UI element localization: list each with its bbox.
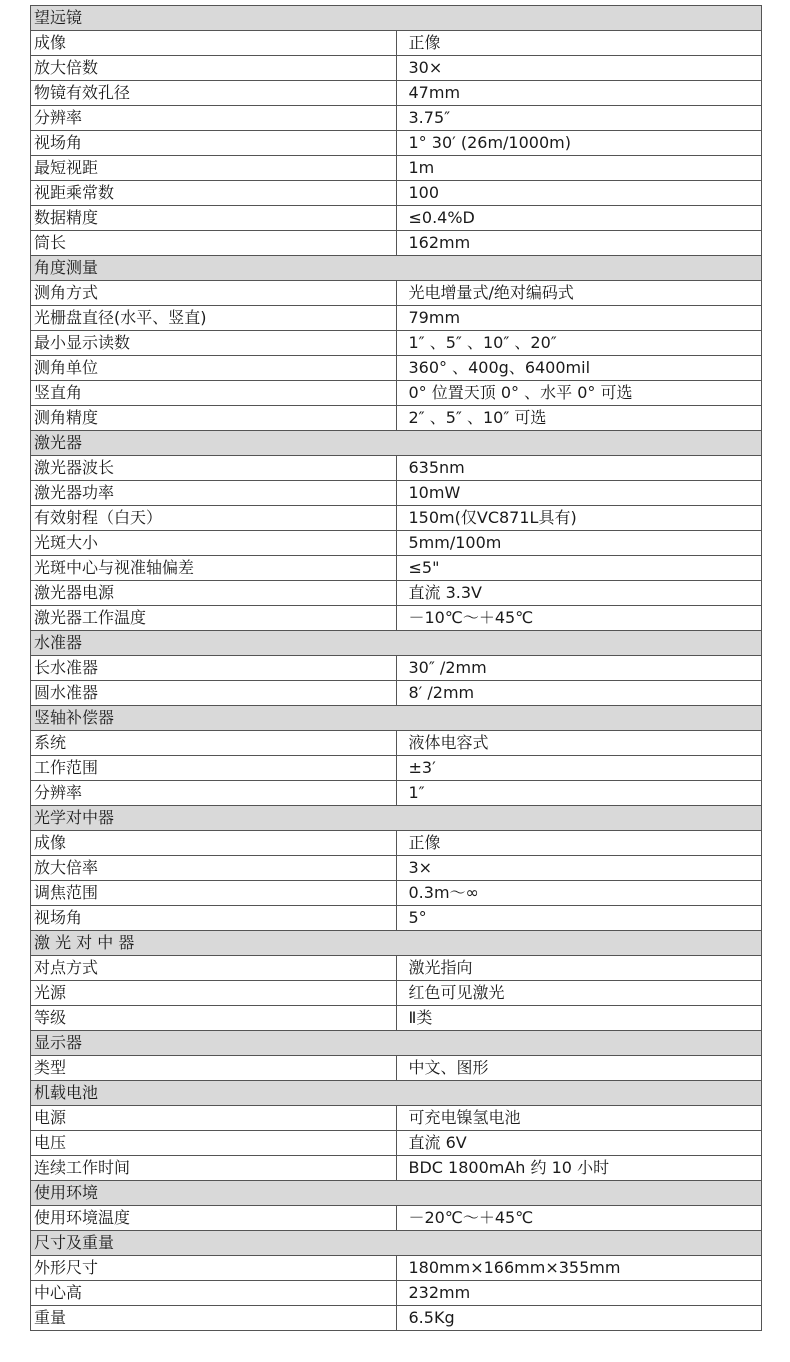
section-title: 竖轴补偿器	[31, 706, 762, 731]
spec-value: 30″ /2mm	[396, 656, 762, 681]
spec-value: 激光指向	[396, 956, 762, 981]
table-row	[31, 331, 762, 356]
table-row	[31, 1206, 762, 1231]
table-row	[31, 381, 762, 406]
spec-value: 0° 位置天顶 0° 、水平 0° 可选	[396, 381, 762, 406]
spec-value: 正像	[396, 831, 762, 856]
table-row	[31, 106, 762, 131]
spec-label: 激光器波长	[31, 456, 397, 481]
spec-label: 测角方式	[31, 281, 397, 306]
section-header-row	[31, 931, 762, 956]
table-row	[31, 506, 762, 531]
spec-label: 光斑大小	[31, 531, 397, 556]
table-row	[31, 881, 762, 906]
spec-value: 2″ 、5″ 、10″ 可选	[396, 406, 762, 431]
table-row	[31, 81, 762, 106]
table-row	[31, 906, 762, 931]
spec-value: ±3′	[396, 756, 762, 781]
spec-label: 光源	[31, 981, 397, 1006]
section-header-row	[31, 1031, 762, 1056]
spec-label: 调焦范围	[31, 881, 397, 906]
spec-value: 3×	[396, 856, 762, 881]
spec-value: 1″	[396, 781, 762, 806]
spec-label: 分辨率	[31, 781, 397, 806]
spec-value: 8′ /2mm	[396, 681, 762, 706]
spec-value: 可充电镍氢电池	[396, 1106, 762, 1131]
section-title: 显示器	[31, 1031, 762, 1056]
section-title: 望远镜	[31, 6, 762, 31]
spec-value: 1° 30′ (26m/1000m)	[396, 131, 762, 156]
spec-label: 光栅盘直径(水平、竖直)	[31, 306, 397, 331]
table-row	[31, 231, 762, 256]
spec-value: 360° 、400g、6400mil	[396, 356, 762, 381]
spec-label: 等级	[31, 1006, 397, 1031]
table-row	[31, 1006, 762, 1031]
spec-label: 视场角	[31, 131, 397, 156]
table-row	[31, 406, 762, 431]
table-row	[31, 1156, 762, 1181]
spec-label: 连续工作时间	[31, 1156, 397, 1181]
spec-value: 正像	[396, 31, 762, 56]
table-row	[31, 606, 762, 631]
spec-value: 光电增量式/绝对编码式	[396, 281, 762, 306]
spec-value: 0.3m～∞	[396, 881, 762, 906]
table-row	[31, 956, 762, 981]
spec-label: 竖直角	[31, 381, 397, 406]
spec-value: 635nm	[396, 456, 762, 481]
table-row	[31, 856, 762, 881]
table-row	[31, 56, 762, 81]
table-row	[31, 581, 762, 606]
spec-label: 有效射程（白天）	[31, 506, 397, 531]
spec-table-body	[31, 6, 762, 1331]
table-row	[31, 1306, 762, 1331]
spec-value: 直流 3.3V	[396, 581, 762, 606]
spec-value: Ⅱ类	[396, 1006, 762, 1031]
spec-label: 类型	[31, 1056, 397, 1081]
table-row	[31, 31, 762, 56]
spec-value: 10mW	[396, 481, 762, 506]
table-row	[31, 181, 762, 206]
table-row	[31, 831, 762, 856]
table-row	[31, 756, 762, 781]
spec-label: 光斑中心与视准轴偏差	[31, 556, 397, 581]
spec-label: 成像	[31, 831, 397, 856]
spec-value: BDC 1800mAh 约 10 小时	[396, 1156, 762, 1181]
spec-value: 中文、图形	[396, 1056, 762, 1081]
spec-label: 放大倍率	[31, 856, 397, 881]
spec-label: 最小显示读数	[31, 331, 397, 356]
spec-label: 工作范围	[31, 756, 397, 781]
section-header-row	[31, 706, 762, 731]
spec-label: 电压	[31, 1131, 397, 1156]
spec-value: 30×	[396, 56, 762, 81]
table-row	[31, 681, 762, 706]
section-title: 水准器	[31, 631, 762, 656]
spec-label: 对点方式	[31, 956, 397, 981]
section-title: 角度测量	[31, 256, 762, 281]
section-title: 机载电池	[31, 1081, 762, 1106]
spec-label: 成像	[31, 31, 397, 56]
spec-label: 电源	[31, 1106, 397, 1131]
table-row	[31, 456, 762, 481]
spec-value: 162mm	[396, 231, 762, 256]
section-header-row	[31, 806, 762, 831]
section-header-row	[31, 431, 762, 456]
spec-label: 圆水准器	[31, 681, 397, 706]
section-header-row	[31, 256, 762, 281]
spec-table	[30, 5, 762, 1331]
spec-value: 1″ 、5″ 、10″ 、20″	[396, 331, 762, 356]
spec-label: 使用环境温度	[31, 1206, 397, 1231]
section-title: 光学对中器	[31, 806, 762, 831]
spec-value: －10℃～＋45℃	[396, 606, 762, 631]
table-row	[31, 981, 762, 1006]
section-header-row	[31, 6, 762, 31]
spec-value: －20℃～＋45℃	[396, 1206, 762, 1231]
section-header-row	[31, 631, 762, 656]
spec-label: 视场角	[31, 906, 397, 931]
section-header-row	[31, 1181, 762, 1206]
section-title: 使用环境	[31, 1181, 762, 1206]
table-row	[31, 306, 762, 331]
spec-value: 100	[396, 181, 762, 206]
section-header-row	[31, 1231, 762, 1256]
table-row	[31, 1256, 762, 1281]
spec-value: 5mm/100m	[396, 531, 762, 556]
section-title: 激 光 对 中 器	[31, 931, 762, 956]
spec-value: 液体电容式	[396, 731, 762, 756]
spec-value: 180mm×166mm×355mm	[396, 1256, 762, 1281]
spec-label: 中心高	[31, 1281, 397, 1306]
spec-value: 5°	[396, 906, 762, 931]
spec-label: 测角单位	[31, 356, 397, 381]
spec-label: 长水准器	[31, 656, 397, 681]
table-row	[31, 531, 762, 556]
spec-value: 3.75″	[396, 106, 762, 131]
spec-value: 47mm	[396, 81, 762, 106]
spec-label: 分辨率	[31, 106, 397, 131]
spec-label: 视距乘常数	[31, 181, 397, 206]
spec-value: 6.5Kg	[396, 1306, 762, 1331]
table-row	[31, 556, 762, 581]
spec-value: 232mm	[396, 1281, 762, 1306]
table-row	[31, 206, 762, 231]
spec-value: 1m	[396, 156, 762, 181]
table-row	[31, 1281, 762, 1306]
spec-value: ≤0.4%D	[396, 206, 762, 231]
section-header-row	[31, 1081, 762, 1106]
spec-label: 重量	[31, 1306, 397, 1331]
table-row	[31, 156, 762, 181]
spec-label: 最短视距	[31, 156, 397, 181]
spec-label: 激光器工作温度	[31, 606, 397, 631]
spec-value: 直流 6V	[396, 1131, 762, 1156]
spec-label: 激光器电源	[31, 581, 397, 606]
spec-label: 物镜有效孔径	[31, 81, 397, 106]
spec-value: 红色可见激光	[396, 981, 762, 1006]
spec-label: 放大倍数	[31, 56, 397, 81]
spec-label: 外形尺寸	[31, 1256, 397, 1281]
spec-value: ≤5"	[396, 556, 762, 581]
table-row	[31, 281, 762, 306]
spec-label: 激光器功率	[31, 481, 397, 506]
table-row	[31, 731, 762, 756]
section-title: 尺寸及重量	[31, 1231, 762, 1256]
spec-value: 150m(仅VC871L具有)	[396, 506, 762, 531]
table-row	[31, 1106, 762, 1131]
spec-label: 数据精度	[31, 206, 397, 231]
table-row	[31, 656, 762, 681]
table-row	[31, 1131, 762, 1156]
table-row	[31, 781, 762, 806]
spec-label: 系统	[31, 731, 397, 756]
spec-label: 测角精度	[31, 406, 397, 431]
table-row	[31, 481, 762, 506]
spec-value: 79mm	[396, 306, 762, 331]
section-title: 激光器	[31, 431, 762, 456]
table-row	[31, 356, 762, 381]
spec-label: 筒长	[31, 231, 397, 256]
table-row	[31, 131, 762, 156]
table-row	[31, 1056, 762, 1081]
